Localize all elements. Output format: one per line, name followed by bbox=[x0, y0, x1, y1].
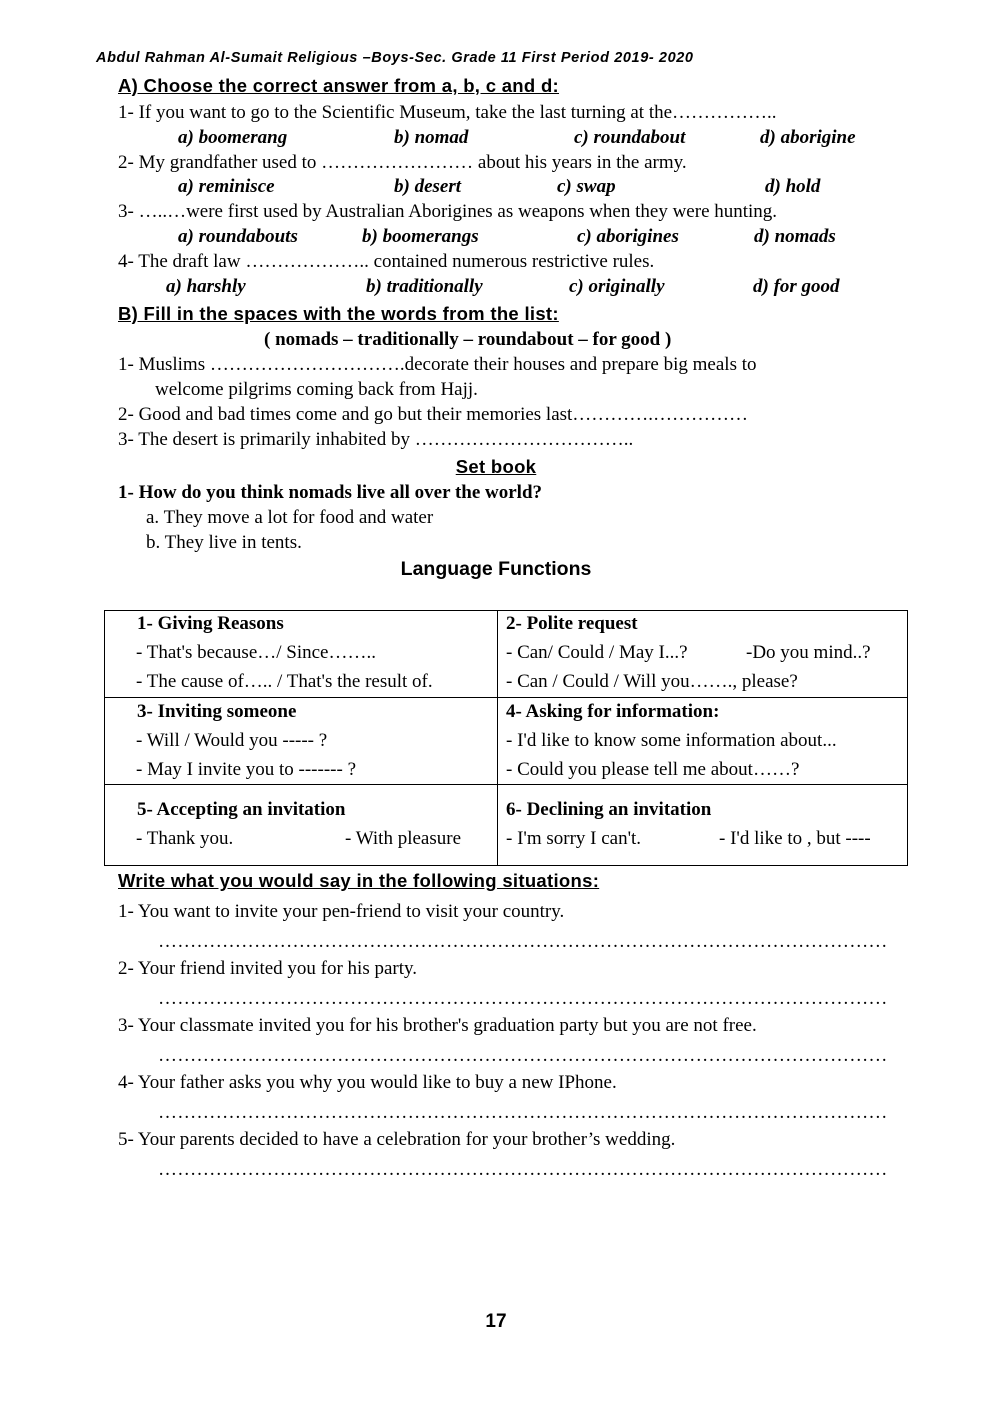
answer-line-4[interactable]: …………………………………………………………………………………………………… bbox=[158, 1102, 888, 1123]
setbook-answer-b: b. They live in tents. bbox=[146, 532, 302, 553]
cell-line: - Can / Could / Will you……., please? bbox=[506, 671, 798, 692]
cell-line: - I'd like to know some information about... bbox=[506, 730, 837, 751]
option-a1-a: a) boomerang bbox=[178, 127, 288, 148]
option-a2-c: c) swap bbox=[557, 176, 616, 197]
page-header: Abdul Rahman Al-Sumait Religious –Boys-Sec. Grade 11 First Period 2019- 2020 bbox=[96, 50, 694, 66]
cell-title: 2- Polite request bbox=[506, 613, 638, 634]
option-a4-c: c) originally bbox=[569, 276, 665, 297]
cell-title: 1- Giving Reasons bbox=[137, 613, 284, 634]
option-a4-b: b) traditionally bbox=[366, 276, 483, 297]
option-a2-d: d) hold bbox=[765, 176, 821, 197]
answer-line-1[interactable]: …………………………………………………………………………………………………… bbox=[158, 931, 888, 952]
question-b3: 3- The desert is primarily inhabited by …………………………….. bbox=[118, 429, 634, 450]
cell-asking-information bbox=[498, 698, 908, 785]
question-a1: 1- If you want to go to the Scientific Museum, take the last turning at the…………….. bbox=[118, 102, 777, 123]
situation-2: 2- Your friend invited you for his party. bbox=[118, 958, 418, 979]
page-number: 17 bbox=[485, 1311, 507, 1332]
setbook-question: 1- How do you think nomads live all over the world? bbox=[118, 482, 543, 503]
language-functions-title: Language Functions bbox=[400, 558, 592, 580]
question-b1: 1- Muslims ………………………….decorate their houses and prepare big meals to bbox=[118, 354, 757, 375]
cell-line: - May I invite you to ------- ? bbox=[136, 759, 357, 780]
cell-title: 6- Declining an invitation bbox=[506, 799, 712, 820]
answer-line-5[interactable]: …………………………………………………………………………………………………… bbox=[158, 1159, 888, 1180]
answer-line-3[interactable]: …………………………………………………………………………………………………… bbox=[158, 1045, 888, 1066]
cell-accepting-invitation bbox=[105, 785, 498, 866]
question-a3: 3- …..…were first used by Australian Aborigines as weapons when they were hunting. bbox=[118, 201, 778, 222]
cell-line: - With pleasure bbox=[345, 828, 462, 849]
cell-title: 4- Asking for information: bbox=[506, 701, 720, 722]
option-a1-c: c) roundabout bbox=[574, 127, 686, 148]
cell-inviting-someone bbox=[105, 698, 498, 785]
section-a-title: A) Choose the correct answer from a, b, c and d: bbox=[118, 75, 560, 96]
situation-4: 4- Your father asks you why you would like to buy a new IPhone. bbox=[118, 1072, 617, 1093]
cell-line: - Will / Would you ----- ? bbox=[136, 730, 328, 751]
cell-line: -Do you mind..? bbox=[746, 642, 871, 663]
cell-line: - Thank you. bbox=[136, 828, 234, 849]
option-a4-d: d) for good bbox=[753, 276, 840, 297]
situation-5: 5- Your parents decided to have a celebration for your brother’s wedding. bbox=[118, 1129, 676, 1150]
cell-polite-request bbox=[498, 611, 908, 698]
option-a2-a: a) reminisce bbox=[178, 176, 275, 197]
option-a1-b: b) nomad bbox=[394, 127, 469, 148]
option-a3-a: a) roundabouts bbox=[178, 226, 298, 247]
language-functions-table bbox=[104, 610, 908, 866]
option-a3-d: d) nomads bbox=[754, 226, 836, 247]
option-a3-b: b) boomerangs bbox=[362, 226, 479, 247]
word-list: ( nomads – traditionally – roundabout – for good ) bbox=[264, 329, 672, 350]
cell-line: - Can/ Could / May I...? bbox=[506, 642, 688, 663]
cell-giving-reasons bbox=[105, 611, 498, 698]
answer-line-2[interactable]: …………………………………………………………………………………………………… bbox=[158, 988, 888, 1009]
cell-line: - That's because…/ Since…….. bbox=[136, 642, 376, 663]
option-a2-b: b) desert bbox=[394, 176, 462, 197]
option-a3-c: c) aborigines bbox=[577, 226, 679, 247]
setbook-title: Set book bbox=[455, 456, 537, 477]
option-a1-d: d) aborigine bbox=[760, 127, 856, 148]
situation-1: 1- You want to invite your pen-friend to visit your country. bbox=[118, 901, 565, 922]
situations-title: Write what you would say in the following situations: bbox=[118, 870, 600, 891]
cell-line: - I'm sorry I can't. bbox=[506, 828, 642, 849]
cell-line: - The cause of….. / That's the result of. bbox=[136, 671, 433, 692]
cell-declining-invitation bbox=[498, 785, 908, 866]
question-b1-continued: welcome pilgrims coming back from Hajj. bbox=[155, 379, 478, 400]
section-b-title: B) Fill in the spaces with the words from the list: bbox=[118, 303, 559, 324]
cell-line: - Could you please tell me about……? bbox=[506, 759, 800, 780]
question-a2: 2- My grandfather used to …………………… about his years in the army. bbox=[118, 152, 687, 173]
question-a4: 4- The draft law ……………….. contained numerous restrictive rules. bbox=[118, 251, 655, 272]
situation-3: 3- Your classmate invited you for his brother's graduation party but you are not free. bbox=[118, 1015, 757, 1036]
question-b2: 2- Good and bad times come and go but their memories last………….…………… bbox=[118, 404, 749, 425]
cell-title: 5- Accepting an invitation bbox=[137, 799, 346, 820]
cell-title: 3- Inviting someone bbox=[137, 701, 297, 722]
option-a4-a: a) harshly bbox=[166, 276, 246, 297]
setbook-answer-a: a. They move a lot for food and water bbox=[146, 507, 434, 528]
cell-line: - I'd like to , but ---- bbox=[719, 828, 871, 849]
